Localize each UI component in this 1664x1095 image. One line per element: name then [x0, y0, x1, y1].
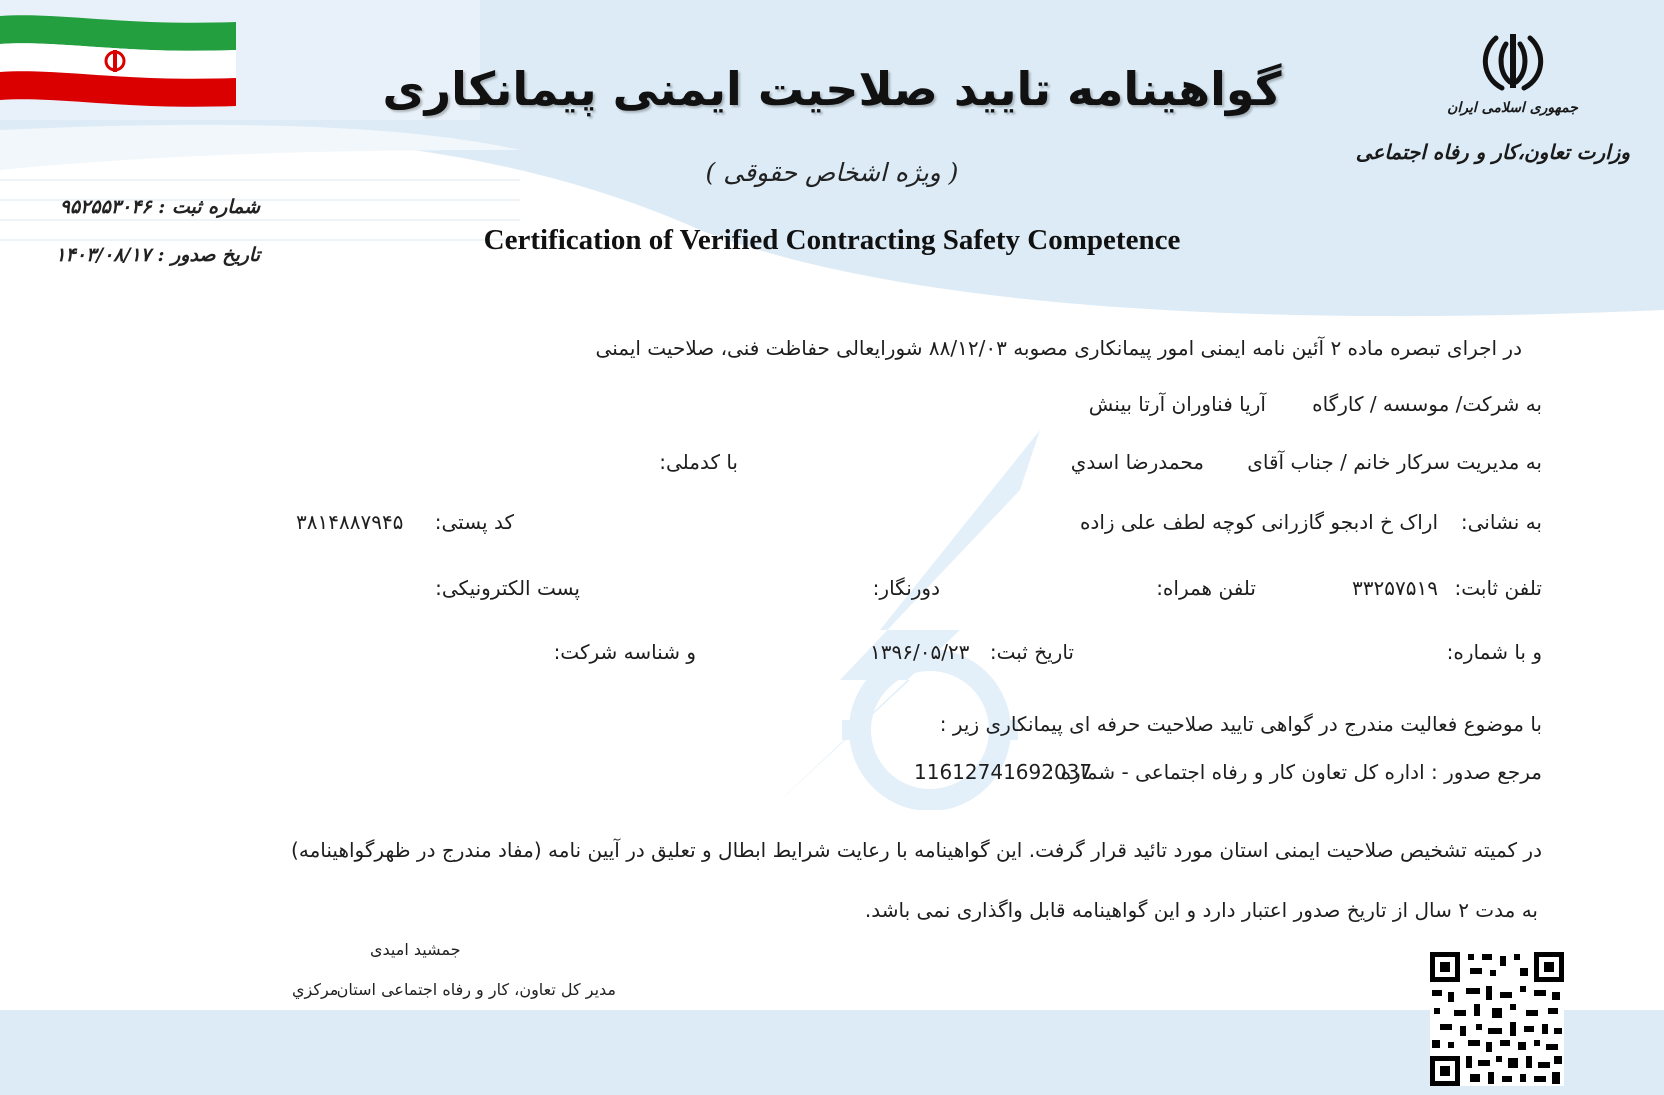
manager-label: به مدیریت سرکار خانم / جناب آقای: [1247, 450, 1542, 474]
email-label: پست الکترونیکی:: [435, 576, 580, 600]
address-value: اراک خ ادبجو گازرانی کوچه لطف علی زاده: [1079, 510, 1438, 534]
company-value: آریا فناوران آرتا بینش: [1088, 392, 1266, 416]
registration-number: [60, 196, 260, 218]
manager-value: محمدرضا اسدي: [1070, 450, 1204, 474]
postal-code-value: ۳۸۱۴۸۸۷۹۴۵: [296, 510, 404, 534]
gear-arrow-watermark-icon: [760, 430, 1060, 810]
company-label: به شرکت/ موسسه / کارگاه: [1312, 392, 1542, 416]
phone-label: تلفن ثابت:: [1454, 576, 1542, 600]
postal-code-label: کد پستی:: [434, 510, 514, 534]
validity-text: به مدت ۲ سال از تاریخ صدور اعتبار دارد و این گواهینامه قابل واگذاری نمی باشد.: [864, 898, 1538, 922]
committee-text: در کمیته تشخیص صلاحیت ایمنی استان مورد تائید قرار گرفت. این گواهینامه با رعایت شرایط ابطال و تعلیق در آیین نامه (مفاد مندرج در ظهرگواهینامه): [291, 838, 1542, 862]
page-title: گواهینامه تایید صلاحیت ایمنی پیمانکاری: [382, 62, 1282, 116]
ministry-label: وزارت تعاون،کار و رفاه اجتماعی: [1355, 140, 1630, 164]
address-label: به نشانی:: [1460, 510, 1542, 534]
republic-label: جمهوری اسلامی ایران: [1447, 100, 1578, 116]
phone-value: ۳۳۲۵۷۵۱۹: [1352, 576, 1438, 600]
page-subtitle: ( ویژه اشخاص حقوقی ): [705, 158, 959, 187]
signatory-title: مدیر کل تعاون، کار و رفاه اجتماعی استان: [336, 980, 616, 999]
number-label: و با شماره:: [1446, 640, 1542, 664]
activity-text: با موضوع فعالیت مندرج در گواهی تایید صلاحیت حرفه ای پیمانکاری زیر :: [939, 712, 1542, 736]
fax-label: دورنگار:: [872, 576, 940, 600]
reference-number: 11612741692037: [914, 760, 1093, 784]
english-title: Certification of Verified Contracting Safety Competence: [483, 224, 1181, 256]
reg-date-value: ۱۳۹۶/۰۵/۲۳: [870, 640, 970, 664]
company-id-label: و شناسه شرکت:: [553, 640, 696, 664]
signatory-name: جمشید امیدی: [370, 940, 461, 959]
issue-date: [55, 244, 260, 266]
reg-date-label: تاریخ ثبت:: [989, 640, 1074, 664]
intro-text: در اجرای تبصره ماده ۲ آئین نامه ایمنی امور پیمانکاری مصوبه ۸۸/۱۲/۰۳ شورایعالی حفاظت فنی، صلاحیت ایمنی: [595, 336, 1522, 360]
registration-number-label: شماره ثبت :: [158, 196, 260, 218]
signatory-province: مرکزي: [292, 980, 339, 999]
mobile-label: تلفن همراه:: [1156, 576, 1256, 600]
qr-code-icon: [1430, 952, 1564, 1086]
registration-number-value: ۹۵۲۵۵۳۰۴۶: [59, 196, 152, 218]
issue-date-label: تاریخ صدور :: [157, 244, 260, 266]
national-id-label: با کدملی:: [659, 450, 738, 474]
reference-label: مرجع صدور : اداره کل تعاون کار و رفاه اجتماعی - شماره :: [1047, 760, 1542, 784]
issue-date-value: ۱۴۰۳/۰۸/۱۷: [55, 244, 151, 266]
